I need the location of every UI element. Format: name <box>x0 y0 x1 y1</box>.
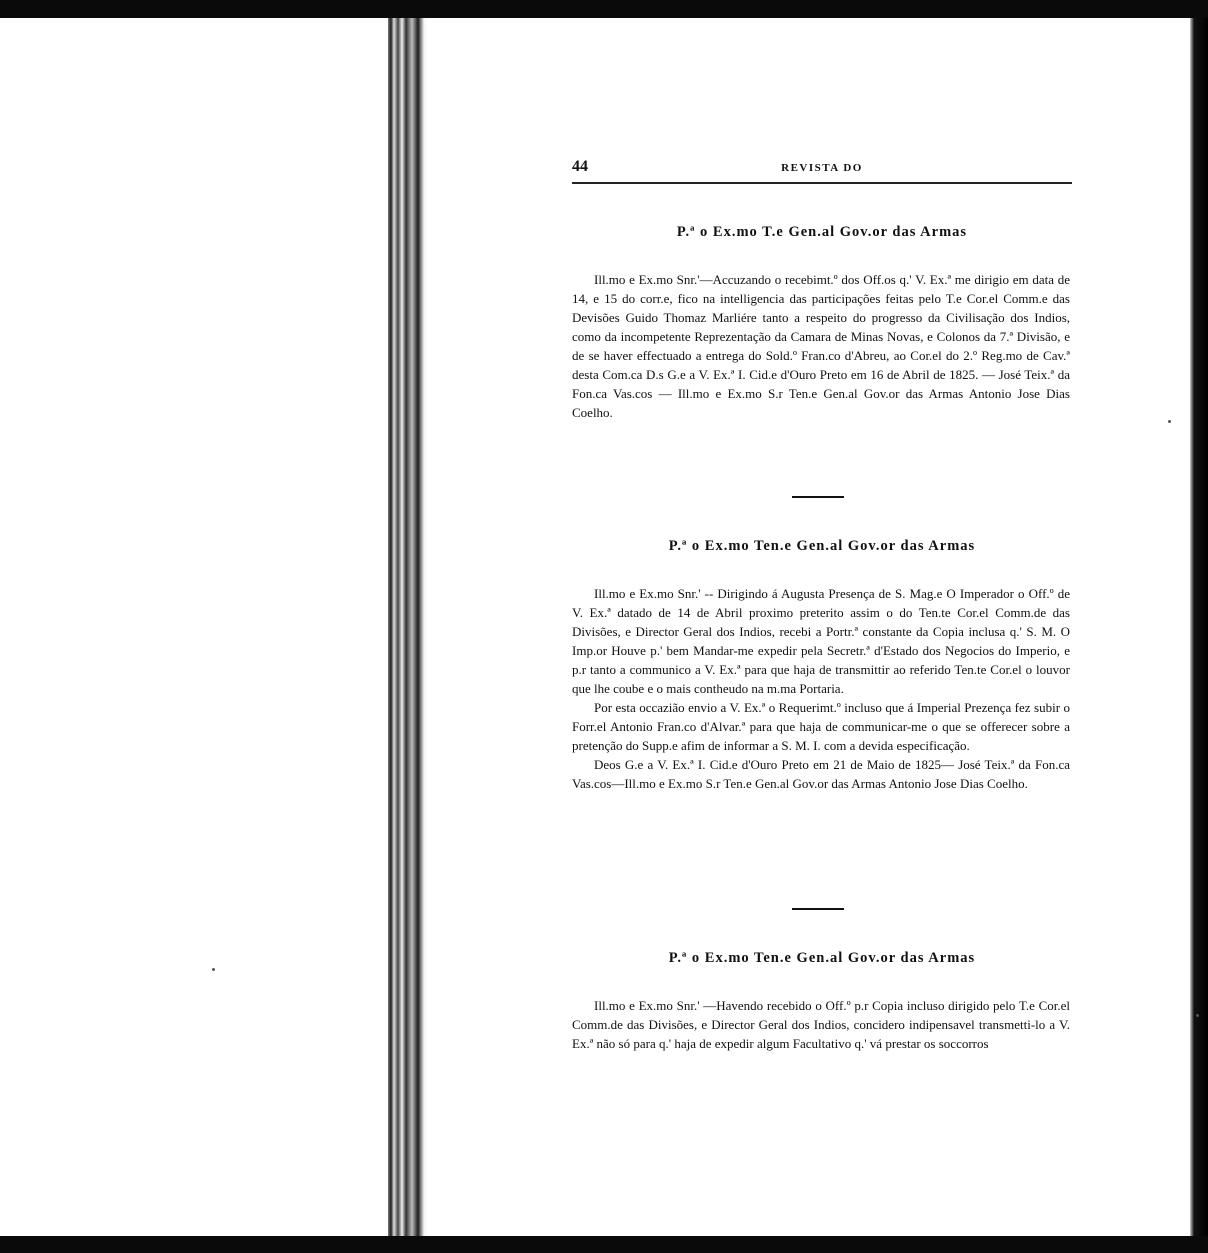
section-divider <box>792 496 844 498</box>
scan-border-top <box>0 0 1208 18</box>
paragraph: Ill.mo e Ex.mo Snr.' -- Dirigindo á Augusta Presença de S. Mag.e O Imperador o Off.º de V. Ex.ª datado de 14 de Abril proximo preterito assim o do Ten.te Cor.el Comm.de das Divisões, e Director Geral dos Indios, recebi a Portr.ª constante da Copia inclusa q.' S. M. O Imp.or Houve p.' bem Mandar-me expedir pela Secretr.ª d'Estado dos Negocios do Imperio, e p.r tanto a communico a V. Ex.ª para que haja de transmittir ao referido Ten.te Cor.el o louvor que lhe coube e o mais contheudo na m.ma Portaria. <box>572 586 1070 696</box>
paragraph: Ill.mo e Ex.mo Snr.' —Havendo recebido o Off.º p.r Copia incluso dirigido pelo T.e Cor.el Comm.de das Divisões, e Director Geral dos Indios, concidero indipensavel transmetti-lo a V. Ex.ª não só para q.' haja de expedir algum Facultativo q.' vá prestar os soccorros <box>572 998 1070 1051</box>
section-body-1 <box>572 270 1070 422</box>
book-gutter <box>388 18 428 1236</box>
section-title-2: P.ª o Ex.mo Ten.e Gen.al Gov.or das Armas <box>668 538 976 554</box>
paragraph: Por esta occazião envio a V. Ex.ª o Requerimt.º incluso que á Imperial Prezença fez subir o Forr.el Antonio Fran.co d'Alvar.ª para que haja de communicar-me o que se offerecer sobre a pretenção do Supp.e afim de informar a S. M. I. com a devida especificação. <box>572 700 1070 753</box>
scan-speck <box>212 968 215 971</box>
scan-border-right <box>1190 18 1208 1236</box>
scan-border-bottom <box>0 1236 1208 1253</box>
page-number: 44 <box>572 158 588 175</box>
section-body-2 <box>572 584 1070 793</box>
section-body-3 <box>572 996 1070 1053</box>
paragraph: Ill.mo e Ex.mo Snr.'—Accuzando o recebimt.º dos Off.os q.' V. Ex.ª me dirigio em data de 14, e 15 do corr.e, fico na intelligencia das participações feitas pelo T.e Cor.el Comm.e das Devisões Guido Thomaz Marliére tanto a respeito do progresso da Civilisação dos Indios, como da incompetente Reprezentação da Camara de Minas Novas, e Colonos da 7.ª Divisão, e de se haver effectuado a entrega do Sold.º Fran.co d'Abreu, ao Cor.el do 2.º Reg.mo de Cav.ª desta Com.ca D.s G.e a V. Ex.ª I. Cid.e d'Ouro Preto em 16 de Abril de 1825. — José Teix.ª da Fon.ca Vas.cos — Ill.mo e Ex.mo S.r Ten.e Gen.al Gov.or das Armas Antonio Jose Dias Coelho. <box>572 272 1070 420</box>
paragraph: Deos G.e a V. Ex.ª I. Cid.e d'Ouro Preto em 21 de Maio de 1825— José Teix.ª da Fon.ca Vas.cos—Ill.mo e Ex.mo S.r Ten.e Gen.al Gov.or das Armas Antonio Jose Dias Coelho. <box>572 757 1070 791</box>
section-title-1: P.ª o Ex.mo T.e Gen.al Gov.or das Armas <box>676 224 968 240</box>
running-head: REVISTA DO <box>781 162 863 174</box>
left-page-blank <box>0 18 392 1236</box>
section-divider <box>792 908 844 910</box>
scan-speck <box>1168 420 1171 423</box>
section-title-3: P.ª o Ex.mo Ten.e Gen.al Gov.or das Armas <box>668 950 976 966</box>
page-header <box>572 156 1072 184</box>
scan-speck <box>1196 1014 1199 1017</box>
